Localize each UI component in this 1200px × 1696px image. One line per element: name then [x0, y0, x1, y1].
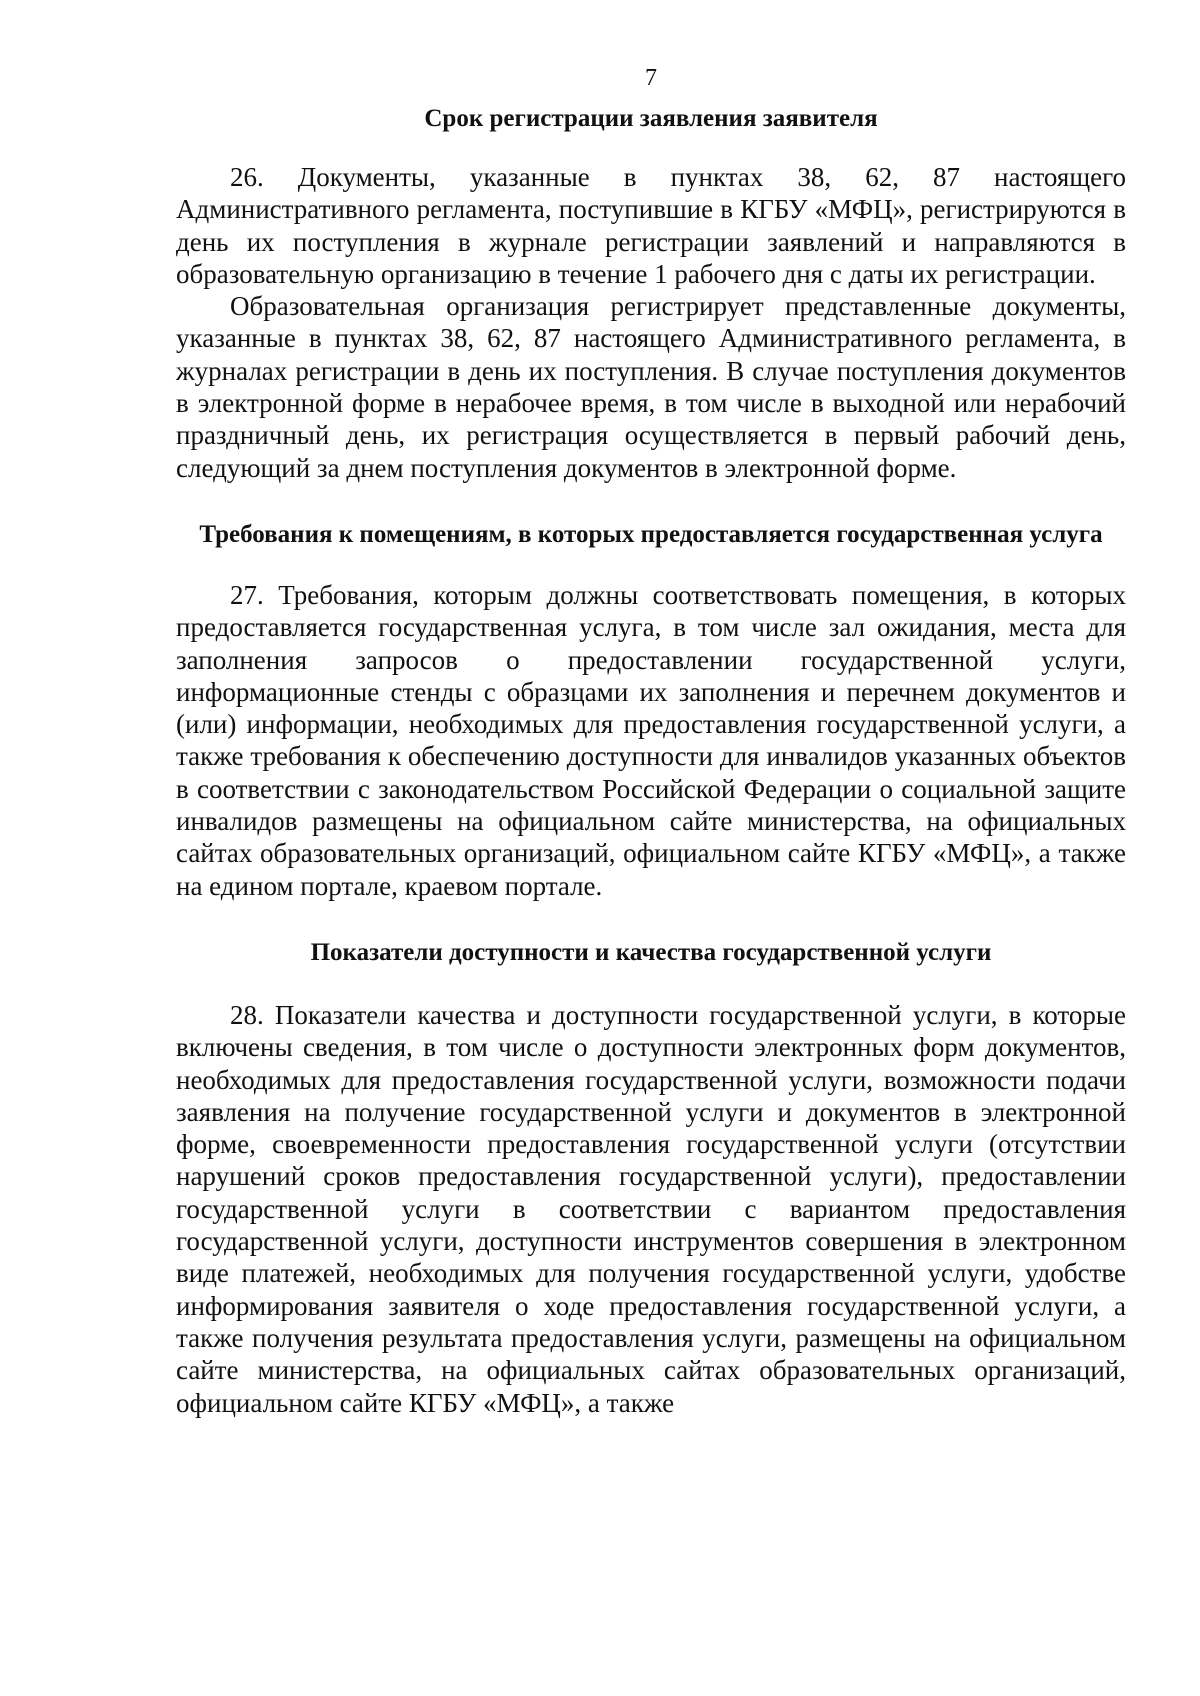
paragraph-28: 28. Показатели качества и доступности государственной услуги, в которые включены сведения, в том числе о доступности электронных форм документов, необходимых для предоставления государственной услуги, возможности подачи заявления на получение государственной услуги и документов в электронной форме, своевременности предоставления государственной услуги (отсутствии нарушений сроков предоставления государственной услуги), предоставлении государственной услуги в соответствии с вариантом предоставления государственной услуги, доступности инструментов совершения в электронном виде платежей, необходимых для получения государственной услуги, удобстве информирования заявителя о ходе предоставления государственной услуги, а также получения результата предоставления услуги, размещены на официальном сайте министерства, на официальных сайтах образовательных организаций, официальном сайте КГБУ «МФЦ», а также [176, 999, 1126, 1418]
section-heading-registration-term: Срок регистрации заявления заявителя [424, 105, 878, 132]
paragraph-26: 26. Документы, указанные в пунктах 38, 62, 87 настоящего Административного регламента, поступившие в КГБУ «МФЦ», регистрируются в день их поступления в журнале регистрации заявлений и направляются в образовательную организацию в течение 1 рабочего дня с даты их регистрации. [176, 162, 1126, 289]
document-page [176, 60, 1126, 1419]
page-number: 7 [645, 65, 657, 91]
section-heading-premises-requirements: Требования к помещениям, в которых предоставляется государственная услуга [199, 520, 1103, 548]
paragraph-26-continued: Образовательная организация регистрирует представленные документы, указанные в пунктах 38, 62, 87 настоящего Административного регламента, в журналах регистрации в день их поступления. В случае поступления документов в электронной форме в нерабочее время, в том числе в выходной или нерабочий праздничный день, их регистрация осуществляется в первый рабочий день, следующий за днем поступления документов в электронной форме. [176, 291, 1126, 483]
paragraph-27: 27. Требования, которым должны соответствовать помещения, в которых предоставляется государственная услуга, в том числе зал ожидания, места для заполнения запросов о предоставлении государственной услуги, информационные стенды с образцами их заполнения и перечнем документов и (или) информации, необходимых для предоставления государственной услуги, а также требования к обеспечению доступности для инвалидов указанных объектов в соответствии с законодательством Российской Федерации о социальной защите инвалидов размещены на официальном сайте министерства, на официальных сайтах образовательных организаций, официальном сайте КГБУ «МФЦ», а также на едином портале, краевом портале. [176, 579, 1126, 901]
section-heading-quality-indicators: Показатели доступности и качества государственной услуги [310, 938, 992, 966]
